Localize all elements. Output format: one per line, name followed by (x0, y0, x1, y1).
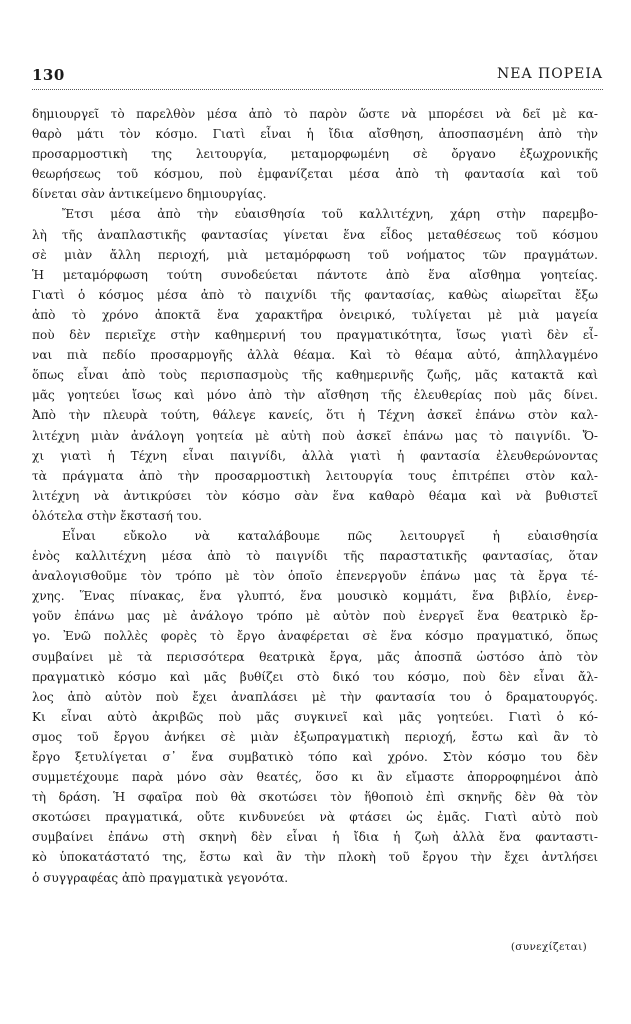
text-line: ναι πιὰ πεδίο προσαρμογῆς ἀλλὰ θέαμα. Καὶ τὸ θέαμα αὐτό, ἀπηλλαγμένο (32, 348, 598, 363)
text-line: σμος τοῦ ἔργου ἀνήκει σὲ μιὰν ἐξωπραγματικὴ περιοχή, ἔστω καὶ ἂν τὸ (32, 729, 598, 744)
text-line: ποὺ δὲν περιεῖχε στὴν καθημερινή του πραγματικότητα, ἴσως γιατὶ δὲν εἶ- (32, 328, 598, 343)
text-line: κὸ ὑποκατάστατό της, ἔστω καὶ ἂν τὴν πλοκὴ τοῦ ἔργου τὴν ἔχει ἀντλήσει (32, 850, 598, 865)
text-line: συμμετέχουμε παρὰ μόνο σὰν θεατές, ὅσο κι ἂν εἴμαστε ἀπορροφημένοι ἀπὸ (32, 770, 598, 785)
text-line: Ἡ μεταμόρφωση τούτη συνοδεύεται πάντοτε ἀπὸ ἕνα αἴσθημα γοητείας. (32, 267, 598, 282)
text-line: σκοτώσει πραγματικά, οὔτε κινδυνεύει νὰ φτάσει ὡς ἐμᾶς. Γιατὶ αὐτὸ ποὺ (32, 810, 598, 825)
text-line: λὴ τῆς ἀναπλαστικῆς φαντασίας γίνεται ἕνα εἶδος μεταθέσεως τοῦ κόσμου (32, 227, 598, 242)
text-line: γο. Ἐνῶ πολλὲς φορὲς τὸ ἔργο ἀναφέρεται σὲ ἕνα κόσμο πραγματικό, ὅπως (32, 629, 598, 644)
text-line: ὅπως εἶναι ἀπὸ τοὺς περισπασμοὺς τῆς καθημερινῆς ζωῆς, μᾶς κατακτᾶ καὶ (32, 368, 598, 383)
body-text (32, 104, 598, 888)
page-header (32, 66, 603, 90)
header-rule (32, 89, 603, 90)
text-line: σὲ μιὰν ἄλλη περιοχή, μιὰ μεταμόρφωση τοῦ νοήματος τῶν πραγμάτων. (32, 247, 598, 262)
text-line: ἀναλογισθοῦμε τὸν τρόπο μὲ τὸν ὁποῖο ἐπενεργοῦν ἐπάνω μας τὰ ἔργα τέ- (32, 569, 598, 584)
text-line: λιτέχνη μιὰν ἀνάλογη γοητεία μὲ αὐτὴ ποὺ ἀσκεῖ ἐπάνω μας τὸ παιγνίδι. Ὄ- (32, 428, 598, 443)
continued-note: (συνεχίζεται) (510, 941, 587, 953)
text-line: χι γιατὶ ἡ Τέχνη εἶναι παιγνίδι, ἀλλὰ γιατὶ ἡ φαντασία ἐλευθερώνοντας (32, 448, 598, 463)
text-line: Ἀπὸ τὴν πλευρὰ τούτη, θάλεγε κανείς, ὅτι ἡ Τέχνη ἀσκεῖ ἐπάνω στὸν καλ- (32, 408, 598, 423)
text-line: μᾶς γοητεύει ἴσως καὶ μόνο ἀπὸ τὴν αἴσθηση τῆς ἐλευθερίας ποὺ μᾶς δίνει. (32, 388, 598, 403)
text-line: θεωρήσεως τοῦ κόσμου, ποὺ ἐμφανίζεται μέσα ἀπὸ τὴ φαντασία καὶ τοῦ (32, 167, 598, 182)
page-number: 130 (32, 66, 65, 84)
text-line: γοῦν ἐπάνω μας μὲ ἀνάλογο τρόπο μὲ αὐτὸν ποὺ ἐνεργεῖ ἕνα θεατρικὸ ἔρ- (32, 609, 598, 624)
text-line: δημιουργεῖ τὸ παρελθὸν μέσα ἀπὸ τὸ παρὸν ὥστε νὰ μπορέσει νὰ δεῖ μὲ κα- (32, 107, 598, 121)
text-line: θαρὸ μάτι τὸν κόσμο. Γιατὶ εἶναι ἡ ἴδια αἴσθηση, ἀποσπασμένη ἀπὸ τὴν (32, 127, 598, 142)
text-line: Εἶναι εὔκολο νὰ καταλάβουμε πῶς λειτουργεῖ ἡ εὐαισθησία (62, 528, 598, 543)
text-line: λος ἀπὸ αὐτὸν ποὺ ἔχει ἀναπλάσει μὲ τὴν φαντασία του ὁ δραματουργός. (32, 689, 598, 704)
text-line: ἔργο ξετυλίγεται σ᾽ ἕνα συμβατικὸ τόπο καὶ χρόνο. Στὸν κόσμο του δὲν (32, 750, 598, 764)
text-line: προσαρμοστικὴ της λειτουργία, μεταμορφωμένη σὲ ὄργανο ἐξωχρονικῆς (32, 147, 598, 162)
text-line: ἀπὸ τὸ χρόνο ἀποκτᾶ ἕνα χαρακτῆρα ὀνειρικό, τυλίγεται μὲ μιὰ μαγεία (32, 307, 598, 322)
text-line: Ἔτσι μέσα ἀπὸ τὴν εὐαισθησία τοῦ καλλιτέχνη, χάρη στὴν παρεμβο- (62, 207, 598, 222)
text-line: χνης. Ἕνας πίνακας, ἕνα γλυπτό, ἕνα μουσικὸ κομμάτι, ἕνα βιβλίο, ἐνερ- (32, 589, 598, 604)
text-line: τὰ πράγματα ἀπὸ τὴν προσαρμοστικὴ λειτουργία τους ἐπιτρέπει στὸν καλ- (32, 468, 598, 483)
text-line: ἑνὸς καλλιτέχνη μέσα ἀπὸ τὸ παιγνίδι τῆς παραστατικῆς φαντασίας, ὅταν (32, 549, 598, 564)
text-line: Γιατὶ ὁ κόσμος μέσα ἀπὸ τὸ παιχνίδι τῆς φαντασίας, καθὼς αἰωρεῖται ἔξω (32, 287, 598, 302)
running-head: ΝΕΑ ΠΟΡΕΙΑ (497, 66, 603, 82)
text-line: συμβαίνει μὲ τὰ περισσότερα θεατρικὰ ἔργα, μᾶς ἀποσπᾶ ὡστόσο ἀπὸ τὸν (32, 649, 598, 664)
text-line: συμβαίνει ἐπάνω στὴ σκηνὴ δὲν εἶναι ἡ ἴδια ἡ ζωὴ ἀλλὰ ἕνα φανταστι- (32, 830, 598, 845)
text-line: ὁλότελα στὴν ἔκστασή του. (32, 508, 202, 523)
text-line: δίνεται σὰν ἀντικείμενο δημιουργίας. (32, 187, 267, 202)
text-line: πραγματικὸ κόσμο καὶ μᾶς βυθίζει στὸ δικό του κόσμο, ποὺ δὲν εἶναι ἄλ- (32, 669, 598, 684)
text-line: ὁ συγγραφέας ἀπὸ πραγματικὰ γεγονότα. (32, 870, 289, 885)
text-line: λιτέχνη νὰ ἀντικρύσει τὸν κόσμο σὰν ἕνα καθαρὸ θέαμα καὶ νὰ βυθιστεῖ (32, 488, 598, 503)
text-line: τὴ δράση. Ἡ σφαῖρα ποὺ θὰ σκοτώσει τὸν ἥθοποιὸ ἐπὶ σκηνῆς δὲν θὰ τὸν (32, 790, 598, 805)
text-line: Κι εἶναι αὐτὸ ἀκριβῶς ποὺ μᾶς συγκινεῖ καὶ μᾶς γοητεύει. Γιατὶ ὁ κό- (32, 709, 598, 724)
